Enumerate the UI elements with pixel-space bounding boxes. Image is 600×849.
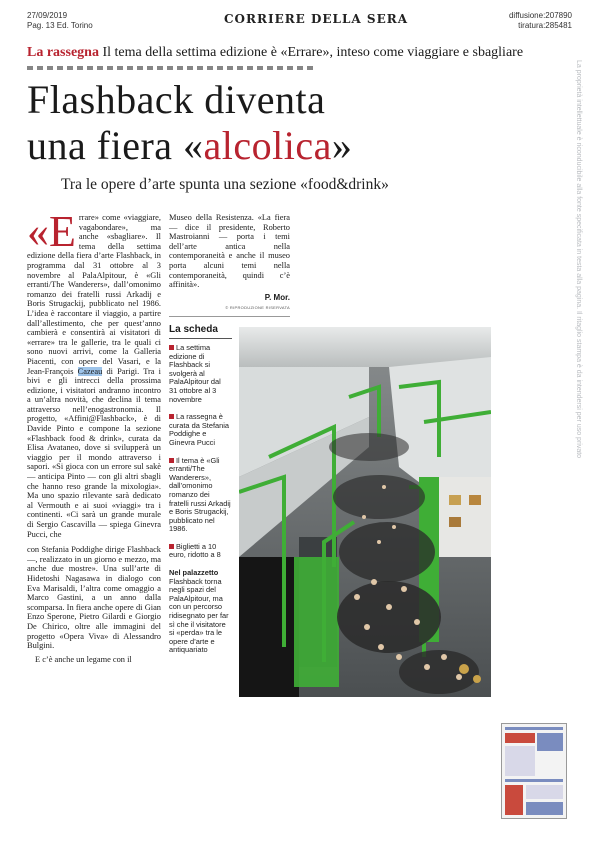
headline-red-word: alcolica — [203, 123, 332, 168]
clip-page: Pag. 13 Ed. Torino — [27, 21, 93, 30]
highlighted-word: Cazeau — [77, 366, 103, 376]
lead-text: rrare» come «viaggiare, vagabondare», ma anche «sbagliare». — [78, 213, 161, 242]
article-para-3: E c’è anche un legame con il — [35, 654, 132, 664]
column-divider — [169, 316, 290, 317]
kicker-line — [27, 45, 523, 61]
scheda-title: La scheda — [169, 324, 218, 335]
headline-post: » — [331, 123, 353, 168]
bullet-icon — [169, 414, 174, 419]
scheda-item: La rassegna è curata da Stefania Poddighe e Ginevra Pucci — [169, 412, 229, 447]
clip-date: 27/09/2019 — [27, 11, 68, 20]
article-para-1 — [27, 213, 161, 539]
article-column-2 — [169, 213, 290, 290]
tiratura: tiratura:285481 — [518, 21, 572, 30]
headline-line-1: Flashback diventa — [27, 77, 326, 122]
scheda-item-last — [169, 569, 231, 655]
headline-line-2 — [27, 123, 353, 168]
article-column-1 — [27, 213, 161, 813]
page-thumbnail — [501, 723, 567, 819]
ghost-text-artifact — [27, 66, 317, 70]
fair-photo-illustration — [239, 327, 491, 697]
para-1-end: di Parigi. Tra i bivi e gli intrecci della prossima edizione, i visitatori andranno incontro a un’altra novità, che declina il tema attraverso nell’enogastronomia. Il progetto, «Affini@Flashback», è di Davide Pinto e compone la sezione «Flashback food & drink», curata da Elisa Avataneo, dove si svilupperà un viaggio per il mondo attraverso i sapori. «Si gioca con un errore sul sakè — anticipa Pinto — con gli altri sbagli che hanno reso grande la mixologia». Ma uno spazio rilevante sarà dedicato al Vermouth e ai suoi «viaggi» tra i continenti. «Ci sarà un grande murale di Sergio Cascavilla — spiega Ginevra Pucci, che — [27, 366, 161, 539]
para-1-text: Il tema della settima edizione della fiera d’arte Flashback, in programma dal 31 ottobre al 3 novembre al PalaAlpitour, è «Gli erranti/The Wanderers», dall’omonimo romanzo dei fratelli russi Arkadij e Boris Strugackij, pubblicato nel 1986. L’idea è raccontare il viaggio, a partire dall’allestimento, che per quest’anno cambierà e consentirà ai visitatori di «errare» tra le gallerie, tra le quali ci sono nuovi arrivi, come la Galleria Piacenti, con opere del Vasari, e la Jean-François — [27, 232, 161, 376]
dropcap: «E — [27, 213, 76, 256]
article-para-2: con Stefania Poddighe dirige Flashback —, realizzato in un giorno e mezzo, ma anche due mostre». Una sull’arte di Hidetoshi Nagasawa in dialogo con Eva Marisaldi, l’altra come omaggio a Marco Gastini, a un anno dalla scomparsa. In fiera anche opere di Gian Enzo Sperone, Pietro Gilardi e Giorgio De Chirico, oltre alle immagini del progetto «Opera Viva» di Alessandro Bulgini. — [27, 545, 161, 651]
kicker-text: Il tema della settima edizione è «Errare», inteso come viaggiare e sbagliare — [102, 45, 524, 60]
subheadline: Tra le opere d’arte spunta una sezione «food&drink» — [61, 176, 389, 193]
article-col2-para: Museo della Resistenza. «La fiera — dice il presidente, Roberto Mastroianni — porta i temi dell’arte antica nella contemporaneità e anche il museo porta alcuni temi nella contemporaneità, quindi c’è affinità». — [169, 213, 290, 290]
diffusione: diffusione:207890 — [508, 11, 572, 20]
masthead-logo: CORRIERE DELLA SERA — [224, 12, 409, 26]
scheda-item: La settima edizione di Flashback si svolgerà al PalaAlpitour dal 31 ottobre al 3 novembre — [169, 343, 221, 404]
legal-vertical-note: La proprietà intellettuale è riconducibile alla fonte specificata in testa alla pagina. Il ritaglio stampa è da intendersi per uso privato — [575, 60, 582, 459]
scheda-last-lead: Nel palazzetto — [169, 568, 219, 578]
bullet-icon — [169, 345, 174, 350]
headline-pre: una fiera « — [27, 123, 204, 168]
scheda-rule — [169, 338, 232, 339]
scheda-list — [169, 344, 231, 664]
scheda-last-text: Flashback torna negli spazi del PalaAlpitour, ma con un percorso ridisegnato per far sì che il visitatore si «perda» tra le opere d’arte e antiquariato — [169, 576, 229, 655]
kicker-label: La rassegna — [27, 45, 99, 60]
author-signature: P. Mor. — [264, 293, 290, 302]
fair-photo — [239, 327, 491, 697]
bullet-icon — [169, 458, 174, 463]
scheda-item: Biglietti a 10 euro, ridotto a 8 — [169, 541, 221, 560]
copyright-note: © RIPRODUZIONE RISERVATA — [225, 305, 290, 310]
page-thumbnail-illustration — [502, 724, 566, 818]
scheda-item: Il tema è «Gli erranti/The Wanderers», dall’omonimo romanzo dei fratelli russi Arkadij e Boris Strugackij, pubblicato nel 1986. — [169, 455, 231, 534]
bullet-icon — [169, 544, 174, 549]
